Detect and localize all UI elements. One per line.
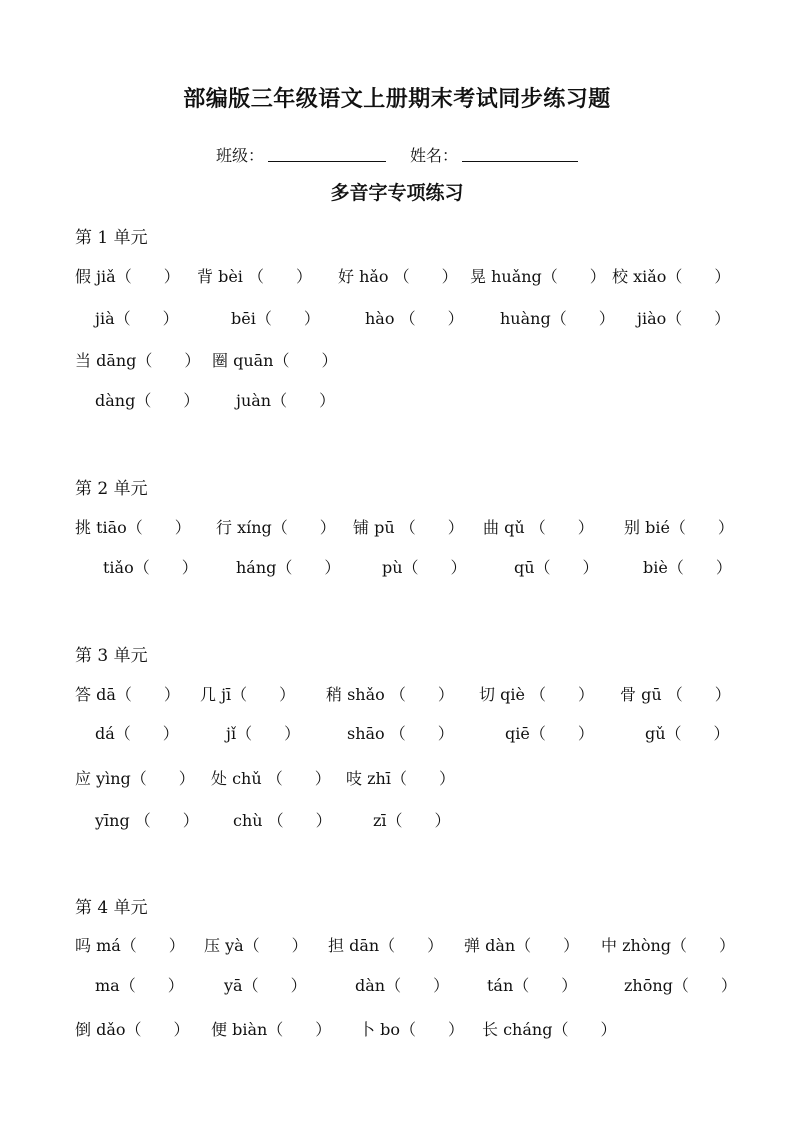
pinyin-blank-item[interactable]: 压 yà（ ）: [204, 936, 308, 955]
pinyin-blank-item[interactable]: 别 bié（ ）: [624, 518, 734, 537]
exercise-row: [0, 264, 794, 288]
class-blank[interactable]: [268, 143, 386, 162]
pinyin-blank-item[interactable]: 弹 dàn（ ）: [464, 936, 580, 955]
pinyin-blank-item[interactable]: gǔ（ ）: [645, 724, 730, 743]
pinyin-blank-item[interactable]: qū（ ）: [514, 558, 599, 577]
pinyin-blank-item[interactable]: 校 xiǎo（ ）: [612, 267, 731, 286]
pinyin-blank-item[interactable]: 长 cháng（ ）: [482, 1020, 617, 1039]
unit-heading: 第 3 单元: [75, 646, 148, 666]
exercise-row: [0, 348, 794, 372]
pinyin-blank-item[interactable]: 处 chǔ （ ）: [211, 769, 331, 788]
pinyin-blank-item[interactable]: 卜 bo（ ）: [359, 1020, 464, 1039]
pinyin-blank-item[interactable]: 稍 shǎo （ ）: [326, 685, 454, 704]
section-subtitle: 多音字专项练习: [330, 182, 464, 204]
pinyin-blank-item[interactable]: 吗 má（ ）: [75, 936, 185, 955]
unit-heading: 第 2 单元: [75, 479, 148, 499]
pinyin-blank-item[interactable]: 当 dāng（ ）: [75, 351, 201, 370]
name-label: 姓名：: [410, 146, 459, 165]
pinyin-blank-item[interactable]: shāo （ ）: [347, 724, 454, 743]
pinyin-blank-item[interactable]: ma（ ）: [95, 976, 184, 995]
pinyin-blank-item[interactable]: 切 qiè （ ）: [479, 685, 595, 704]
pinyin-blank-item[interactable]: biè（ ）: [643, 558, 732, 577]
pinyin-blank-item[interactable]: 吱 zhī（ ）: [346, 769, 455, 788]
pinyin-blank-item[interactable]: pù（ ）: [382, 558, 467, 577]
class-label: 班级：: [215, 146, 264, 165]
exercise-row: [0, 808, 794, 832]
pinyin-blank-item[interactable]: 倒 dǎo（ ）: [75, 1020, 190, 1039]
pinyin-blank-item[interactable]: háng（ ）: [236, 558, 341, 577]
pinyin-blank-item[interactable]: 中 zhòng（ ）: [601, 936, 736, 955]
pinyin-blank-item[interactable]: tán（ ）: [487, 976, 578, 995]
pinyin-blank-item[interactable]: chù （ ）: [233, 811, 332, 830]
pinyin-blank-item[interactable]: huàng（ ）: [500, 309, 615, 328]
exercise-row: [0, 1017, 794, 1041]
pinyin-blank-item[interactable]: 几 jī（ ）: [200, 685, 296, 704]
pinyin-blank-item[interactable]: qiē（ ）: [505, 724, 594, 743]
pinyin-blank-item[interactable]: 行 xíng（ ）: [216, 518, 336, 537]
unit-heading: 第 4 单元: [75, 898, 148, 918]
exercise-row: [0, 682, 794, 706]
pinyin-blank-item[interactable]: 晃 huǎng（ ）: [470, 267, 606, 286]
pinyin-blank-item[interactable]: tiǎo（ ）: [103, 558, 198, 577]
name-blank[interactable]: [462, 143, 578, 162]
unit-heading: 第 1 单元: [75, 228, 148, 248]
pinyin-blank-item[interactable]: zhōng（ ）: [624, 976, 737, 995]
pinyin-blank-item[interactable]: 假 jiǎ（ ）: [75, 267, 180, 286]
exercise-row: [0, 721, 794, 745]
exercise-row: [0, 933, 794, 957]
pinyin-blank-item[interactable]: 骨 gū （ ）: [620, 685, 731, 704]
pinyin-blank-item[interactable]: 便 biàn（ ）: [211, 1020, 332, 1039]
exercise-row: [0, 555, 794, 579]
pinyin-blank-item[interactable]: jià（ ）: [95, 309, 179, 328]
pinyin-blank-item[interactable]: yā（ ）: [224, 976, 307, 995]
exercise-row: [0, 973, 794, 997]
pinyin-blank-item[interactable]: dá（ ）: [95, 724, 179, 743]
pinyin-blank-item[interactable]: 曲 qǔ （ ）: [483, 518, 594, 537]
exercise-row: [0, 515, 794, 539]
pinyin-blank-item[interactable]: 担 dān（ ）: [328, 936, 444, 955]
pinyin-blank-item[interactable]: 背 bèi （ ）: [197, 267, 313, 286]
pinyin-blank-item[interactable]: bēi（ ）: [231, 309, 320, 328]
pinyin-blank-item[interactable]: zī（ ）: [373, 811, 451, 830]
pinyin-blank-item[interactable]: dàn（ ）: [355, 976, 450, 995]
pinyin-blank-item[interactable]: 好 hǎo （ ）: [338, 267, 458, 286]
page-title: 部编版三年级语文上册期末考试同步练习题: [183, 86, 611, 112]
pinyin-blank-item[interactable]: juàn（ ）: [236, 391, 336, 410]
student-info-line: [0, 143, 794, 166]
pinyin-blank-item[interactable]: 圈 quān（ ）: [212, 351, 338, 370]
pinyin-blank-item[interactable]: 铺 pū （ ）: [353, 518, 464, 537]
exercise-row: [0, 766, 794, 790]
pinyin-blank-item[interactable]: yīng （ ）: [95, 811, 199, 830]
pinyin-blank-item[interactable]: 答 dā（ ）: [75, 685, 180, 704]
pinyin-blank-item[interactable]: jiào（ ）: [637, 309, 731, 328]
pinyin-blank-item[interactable]: hào （ ）: [365, 309, 464, 328]
pinyin-blank-item[interactable]: dàng（ ）: [95, 391, 200, 410]
exercise-row: [0, 306, 794, 330]
pinyin-blank-item[interactable]: 挑 tiāo（ ）: [75, 518, 191, 537]
exercise-row: [0, 388, 794, 412]
pinyin-blank-item[interactable]: 应 yìng（ ）: [75, 769, 195, 788]
pinyin-blank-item[interactable]: jǐ（ ）: [226, 724, 301, 743]
